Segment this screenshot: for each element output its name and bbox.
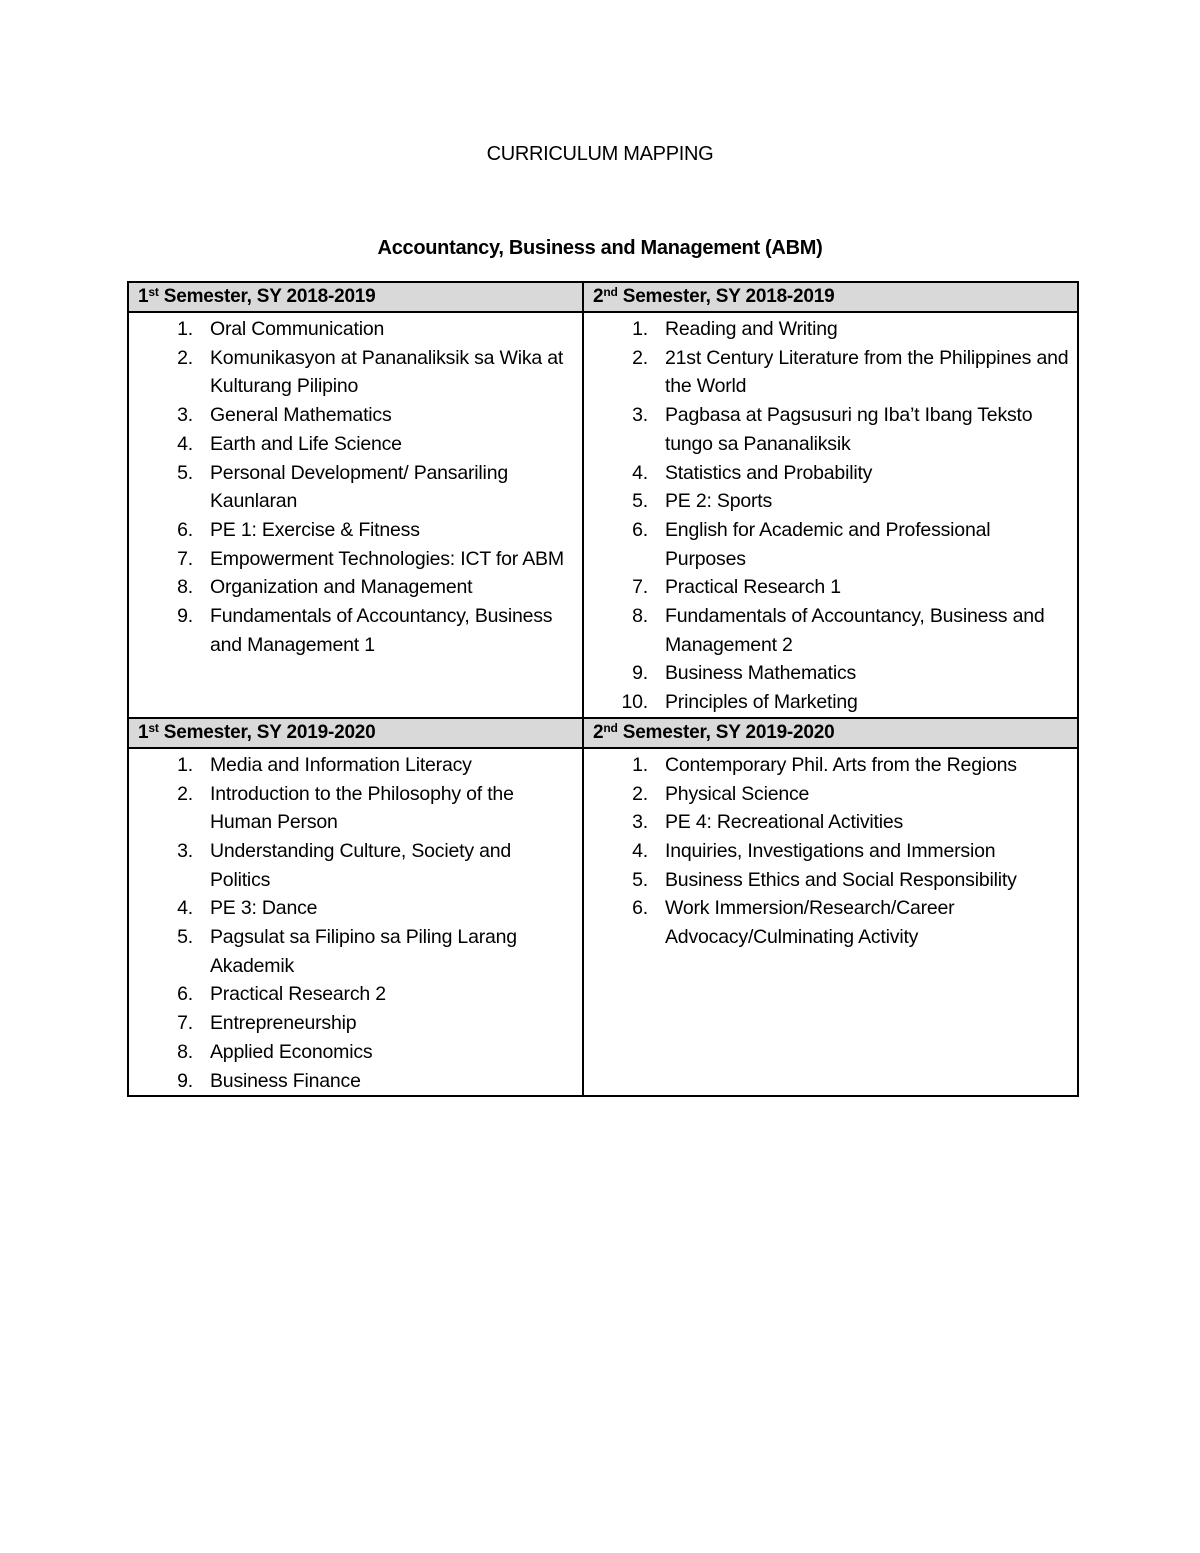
- course-name: PE 4: Recreational Activities: [665, 811, 904, 834]
- course-number: 8.: [177, 1040, 193, 1063]
- course-number: 7.: [632, 576, 648, 599]
- course-number: 1.: [177, 753, 193, 776]
- course-number: 2.: [632, 782, 648, 805]
- course-name: Personal Development/ Pansariling Kaunlaran: [210, 461, 508, 513]
- course-item: [129, 344, 582, 401]
- course-item: [584, 344, 1077, 401]
- course-number: 3.: [177, 839, 193, 862]
- course-number: 4.: [632, 461, 648, 484]
- course-item: [129, 545, 582, 574]
- course-item: [129, 780, 582, 837]
- course-item: [129, 401, 582, 430]
- course-name: Oral Communication: [210, 318, 385, 340]
- page-title: CURRICULUM MAPPING: [486, 143, 714, 165]
- course-name: 21st Century Literature from the Philippines and the World: [665, 346, 1069, 398]
- course-item: [129, 315, 582, 344]
- course-name: Organization and Management: [210, 576, 473, 599]
- course-item: [584, 808, 1077, 837]
- course-name: Contemporary Phil. Arts from the Regions: [665, 753, 1017, 776]
- course-number: 9.: [177, 1069, 193, 1092]
- course-name: Understanding Culture, Society and Politics: [210, 839, 512, 891]
- semester-ordinal-suffix: st: [148, 720, 159, 735]
- course-name: PE 2: Sports: [665, 490, 773, 513]
- semester-header: [128, 282, 583, 312]
- course-name: Pagbasa at Pagsusuri ng Iba’t Ibang Teksto tungo sa Pananaliksik: [665, 404, 1033, 455]
- course-list: [129, 749, 582, 1095]
- course-name: Empowerment Technologies: ICT for ABM: [210, 547, 564, 570]
- course-number: 6.: [177, 983, 193, 1006]
- semester-header: [583, 718, 1078, 748]
- semester-label: Semester, SY 2018-2019: [617, 286, 835, 307]
- semester-header: [583, 282, 1078, 312]
- course-list: [129, 313, 582, 659]
- semester-label: Semester, SY 2019-2020: [617, 721, 835, 743]
- course-item: [584, 487, 1077, 516]
- course-name: Earth and Life Science: [210, 432, 402, 455]
- course-name: Komunikasyon at Pananaliksik sa Wika at Kulturang Pilipino: [210, 346, 564, 398]
- course-item: [129, 1038, 582, 1067]
- course-number: 4.: [632, 839, 648, 862]
- course-item: [584, 459, 1077, 488]
- course-name: PE 1: Exercise & Fitness: [210, 518, 420, 541]
- course-item: [584, 688, 1077, 717]
- course-item: [584, 866, 1077, 895]
- course-number: 1.: [632, 318, 648, 340]
- course-name: Statistics and Probability: [665, 461, 873, 484]
- course-number: 4.: [177, 897, 193, 920]
- course-item: [584, 315, 1077, 344]
- semester-header-row: [128, 282, 1078, 312]
- course-number: 8.: [177, 576, 193, 599]
- course-list: [584, 749, 1077, 952]
- semester-ordinal: 1: [138, 286, 149, 307]
- course-item: [129, 602, 582, 659]
- course-number: 5.: [632, 868, 648, 891]
- course-number: 3.: [177, 404, 193, 427]
- course-name: Fundamentals of Accountancy, Business and Management 1: [210, 605, 553, 656]
- semester-ordinal-suffix: st: [148, 285, 159, 299]
- course-name: Business Mathematics: [665, 662, 857, 685]
- semester-header: [128, 718, 583, 748]
- course-list-cell: [583, 312, 1078, 718]
- course-number: 6.: [632, 518, 648, 541]
- course-item: [584, 573, 1077, 602]
- semester-ordinal-suffix: nd: [603, 285, 618, 299]
- course-item: [584, 516, 1077, 573]
- course-name: Reading and Writing: [665, 318, 838, 340]
- course-item: [584, 659, 1077, 688]
- semester-ordinal: 2: [593, 286, 604, 307]
- course-item: [129, 573, 582, 602]
- course-list-cell: [128, 312, 583, 718]
- course-number: 6.: [632, 897, 648, 920]
- course-name: PE 3: Dance: [210, 897, 318, 920]
- course-list-row: [128, 312, 1078, 718]
- course-number: 2.: [177, 782, 193, 805]
- course-number: 9.: [177, 605, 193, 628]
- course-name: Inquiries, Investigations and Immersion: [665, 839, 996, 862]
- course-name: Business Finance: [210, 1069, 361, 1092]
- course-item: [129, 751, 582, 780]
- course-name: Physical Science: [665, 782, 810, 805]
- course-name: Practical Research 2: [210, 983, 386, 1006]
- curriculum-table: [127, 281, 1079, 1097]
- course-number: 4.: [177, 432, 193, 455]
- semester-ordinal: 1: [138, 721, 149, 743]
- course-list-cell: [128, 748, 583, 1096]
- semester-label: Semester, SY 2019-2020: [158, 721, 376, 743]
- course-name: Entrepreneurship: [210, 1012, 357, 1035]
- course-number: 3.: [632, 811, 648, 834]
- course-item: [129, 837, 582, 894]
- course-list-row: [128, 748, 1078, 1096]
- course-number: 5.: [632, 490, 648, 513]
- course-name: Applied Economics: [210, 1040, 373, 1063]
- course-item: [584, 837, 1077, 866]
- course-item: [584, 751, 1077, 780]
- course-name: Fundamentals of Accountancy, Business and Management 2: [665, 605, 1045, 656]
- course-name: Principles of Marketing: [665, 691, 858, 714]
- course-item: [584, 401, 1077, 458]
- course-number: 2.: [177, 346, 193, 369]
- course-number: 7.: [177, 547, 193, 570]
- course-number: 7.: [177, 1012, 193, 1035]
- course-item: [584, 780, 1077, 809]
- course-item: [129, 516, 582, 545]
- course-item: [584, 894, 1077, 951]
- course-item: [129, 1067, 582, 1096]
- course-name: Media and Information Literacy: [210, 753, 472, 776]
- course-name: Practical Research 1: [665, 576, 841, 599]
- course-number: 9.: [632, 662, 648, 685]
- course-item: [129, 923, 582, 980]
- semester-ordinal: 2: [593, 721, 604, 743]
- course-number: 6.: [177, 518, 193, 541]
- course-name: Introduction to the Philosophy of the Human Person: [210, 782, 514, 834]
- course-item: [129, 894, 582, 923]
- semester-ordinal-suffix: nd: [603, 720, 618, 735]
- course-number: 5.: [177, 926, 193, 949]
- course-item: [129, 430, 582, 459]
- course-name: English for Academic and Professional Purposes: [665, 518, 991, 570]
- course-name: Pagsulat sa Filipino sa Piling Larang Akademik: [210, 926, 517, 977]
- course-number: 5.: [177, 461, 193, 484]
- course-number: 10.: [621, 691, 648, 714]
- semester-label: Semester, SY 2018-2019: [158, 286, 376, 307]
- program-subtitle: Accountancy, Business and Management (ABM): [377, 237, 823, 259]
- course-name: Business Ethics and Social Responsibility: [665, 868, 1017, 891]
- course-item: [129, 459, 582, 516]
- course-name: Work Immersion/Research/Career Advocacy/Culminating Activity: [665, 897, 955, 949]
- course-item: [129, 980, 582, 1009]
- course-number: 2.: [632, 346, 648, 369]
- course-list: [584, 313, 1077, 717]
- course-item: [584, 602, 1077, 659]
- course-item: [129, 1009, 582, 1038]
- course-list-cell: [583, 748, 1078, 1096]
- course-number: 1.: [177, 318, 193, 340]
- course-number: 8.: [632, 605, 648, 628]
- course-number: 1.: [632, 753, 648, 776]
- semester-header-row: [128, 718, 1078, 748]
- course-number: 3.: [632, 404, 648, 427]
- course-name: General Mathematics: [210, 404, 392, 427]
